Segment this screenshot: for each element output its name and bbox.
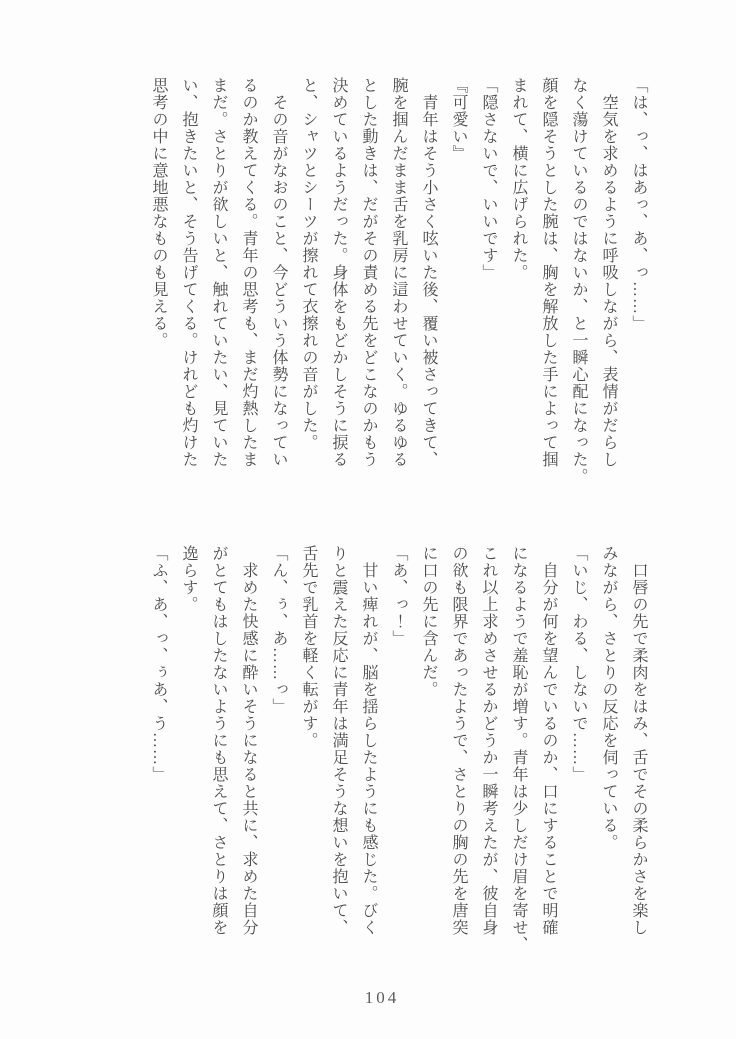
text-column: になるようで羞恥が増す。青年は少しだけ眉を寄せ、 — [510, 545, 527, 953]
text-column: 「は、っ、はあっ、あ、っ……」 — [630, 77, 647, 332]
text-band-top — [143, 77, 653, 495]
text-column: 『可愛い』 — [450, 77, 467, 162]
text-band-bottom — [143, 545, 653, 963]
text-column: みながら、さとりの反応を伺っている。 — [600, 545, 617, 851]
text-column: 「あ、っ！」 — [390, 545, 407, 647]
text-column: その音がなおのこと、今どういう体勢になってい — [270, 94, 287, 468]
text-column: の欲も限界であったようで、さとりの胸の先を唐突 — [450, 545, 467, 936]
text-column: 青年はそう小さく呟いた後、覆い被さってきて、 — [420, 94, 437, 468]
text-column: 「隠さないで、いいです」 — [480, 77, 497, 281]
text-column: 空気を求めるように呼吸しながら、表情がだらし — [600, 94, 617, 468]
text-column: と、シャツとシーツが擦れて衣擦れの音がした。 — [300, 77, 317, 451]
text-column: るのか教えてくる。青年の思考も、まだ灼熱したま — [240, 77, 257, 468]
text-column: 求めた快感に酔いそうになると共に、求めた自分 — [240, 562, 257, 936]
page-number: 104 — [364, 988, 400, 1007]
text-column: 甘い痺れが、脳を揺らしたようにも感じた。びく — [360, 562, 377, 936]
text-column: これ以上求めさせるかどうか一瞬考えたが、彼自身 — [480, 545, 497, 936]
text-column: まだ。さとりが欲しいと、触れていたい、見ていた — [210, 77, 227, 468]
text-column: 思考の中に意地悪なものも見える。 — [150, 77, 167, 349]
text-column: とした動きは、だがその責める先をどこなのかもう — [360, 77, 377, 468]
text-column: 「いじ、わる、しないで……」 — [570, 545, 587, 783]
text-column: なく蕩けているのではないか、と一瞬心配になった。 — [570, 77, 587, 485]
text-column: い、抱きたいと、そう告げてくる。けれども灼けた — [180, 77, 197, 468]
text-column: りと震えた反応に青年は満足そうな想いを抱いて、 — [330, 545, 347, 936]
text-column: 自分が何を望んでいるのか、口にすることで明確 — [540, 562, 557, 936]
text-column: 決めているようだった。身体をもどかしそうに捩る — [330, 77, 347, 468]
text-column: 「ふ、あ、っ、ぅあ、う……」 — [150, 545, 167, 783]
text-column: 顔を隠そうとした腕は、胸を解放した手によって掴 — [540, 77, 557, 468]
text-column: がとてもはしたないようにも思えて、さとりは顔を — [210, 545, 227, 936]
text-column: 舌先で乳首を軽く転がす。 — [300, 545, 317, 749]
text-column: 「ん、ぅ、あ……っ」 — [270, 545, 287, 715]
text-column: まれて、横に広げられた。 — [510, 77, 527, 281]
text-column: 腕を掴んだまま舌を乳房に這わせていく。ゆるゆる — [390, 77, 407, 468]
text-column: 逸らす。 — [180, 545, 197, 613]
text-column: に口の先に含んだ。 — [420, 545, 437, 698]
text-column: 口唇の先で柔肉をはみ、舌でその柔らかさを楽し — [630, 562, 647, 936]
